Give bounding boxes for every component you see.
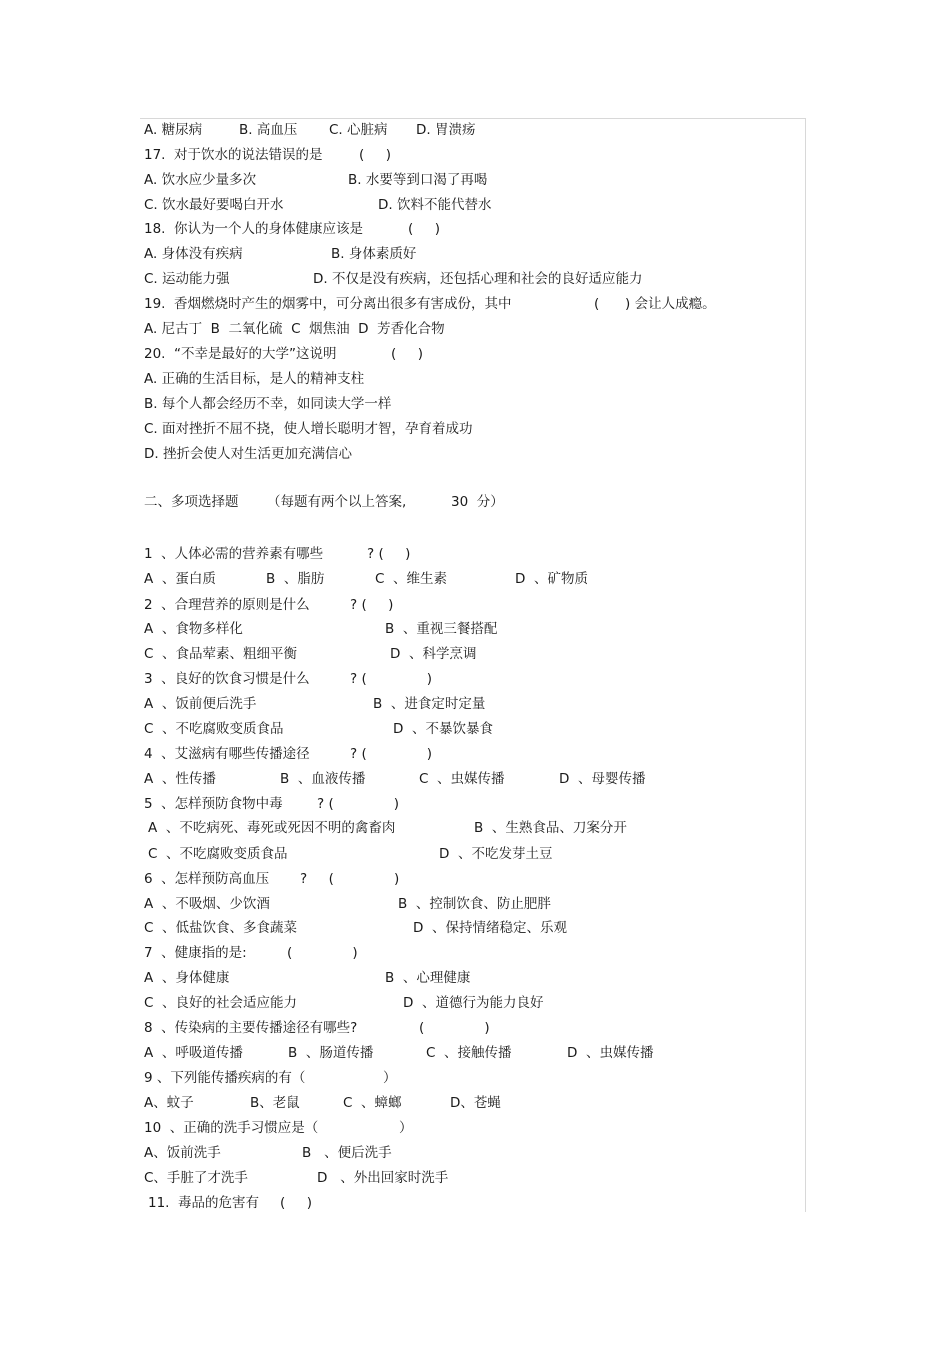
answer-paren: ? ( ) — [367, 546, 411, 562]
m10-option-d: D 、外出回家时洗手 — [317, 1170, 449, 1186]
answer-paren: ） — [399, 1120, 413, 1136]
m8-option-d: D 、虫媒传播 — [567, 1045, 654, 1061]
m2-option-c: C 、食品荤素、粗细平衡 — [144, 646, 298, 662]
m2-option-b: B 、重视三餐搭配 — [385, 621, 498, 637]
m1-option-a: A 、蛋白质 — [144, 571, 216, 587]
m7-option-b: B 、心理健康 — [385, 970, 471, 986]
question-stem: 18. 你认为一个人的身体健康应该是 — [144, 221, 364, 237]
m1-option-c: C 、维生素 — [375, 571, 448, 587]
m2-option-a: A 、食物多样化 — [144, 621, 243, 637]
question-stem: 10 、正确的洗手习惯应是（ — [144, 1120, 319, 1136]
question-stem: 19. 香烟燃烧时产生的烟雾中，可分离出很多有害成份，其中 — [144, 296, 512, 312]
question-stem: 5 、怎样预防食物中毒 — [144, 796, 283, 812]
q18-option-a: A. 身体没有疾病 — [144, 246, 243, 262]
answer-paren: ? ( ) — [350, 671, 433, 687]
q18-option-d: D. 不仅是没有疾病，还包括心理和社会的良好适应能力 — [313, 271, 643, 287]
m7-option-d: D 、道德行为能力良好 — [403, 995, 544, 1011]
m6-option-d: D 、保持情绪稳定、乐观 — [413, 920, 567, 936]
m5-option-c: C 、不吃腐败变质食品 — [148, 846, 288, 862]
answer-paren: ( ) — [359, 147, 391, 163]
m6-option-c: C 、低盐饮食、多食蔬菜 — [144, 920, 298, 936]
m11-stem-line — [144, 1194, 312, 1248]
answer-paren: ? ( ) — [317, 796, 400, 812]
m3-option-c: C 、不吃腐败变质食品 — [144, 721, 284, 737]
q18-option-c: C. 运动能力强 — [144, 271, 230, 287]
q20-option-c: C. 面对挫折不屈不挠，使人增长聪明才智，孕育着成功 — [144, 421, 473, 437]
q20-option-b: B. 每个人都会经历不幸，如同读大学一样 — [144, 396, 392, 412]
question-stem: 1 、人体必需的营养素有哪些 — [144, 546, 324, 562]
q20-option-a: A. 正确的生活目标，是人的精神支柱 — [144, 371, 365, 387]
m4-option-b: B 、血液传播 — [280, 771, 366, 787]
q16-option-c: C. 心脏病 — [329, 122, 388, 138]
m9-option-d: D、苍蝇 — [450, 1095, 501, 1111]
m6-option-b: B 、控制饮食、防止肥胖 — [398, 896, 551, 912]
m7-option-a: A 、身体健康 — [144, 970, 230, 986]
answer-paren: ? ( ) — [300, 871, 400, 887]
m5-option-b: B 、生熟食品、刀案分开 — [474, 820, 627, 836]
m8-option-a: A 、呼吸道传播 — [144, 1045, 243, 1061]
q20-option-d: D. 挫折会使人对生活更加充满信心 — [144, 446, 352, 462]
q16-option-a: A. 糖尿病 — [144, 122, 203, 138]
q18-option-b: B. 身体素质好 — [331, 246, 417, 262]
section-points: 30 分） — [451, 494, 504, 510]
answer-paren: ( ) — [280, 1195, 312, 1211]
m5-option-d: D 、不吃发芽土豆 — [439, 846, 553, 862]
m8-option-c: C 、接触传播 — [426, 1045, 512, 1061]
question-stem: 8 、传染病的主要传播途径有哪些? — [144, 1020, 358, 1036]
question-stem: 11. 毒品的危害有 — [148, 1195, 260, 1211]
q19-option-list: A. 尼古丁 B 二氧化硫 C 烟焦油 D 芳香化合物 — [144, 321, 445, 337]
m3-option-a: A 、饭前便后洗手 — [144, 696, 257, 712]
q17-option-a: A. 饮水应少量多次 — [144, 172, 257, 188]
m10-option-a: A、饭前洗手 — [144, 1145, 221, 1161]
section-title: 二、多项选择题 — [144, 494, 239, 510]
answer-paren: ( ) — [391, 346, 423, 362]
answer-paren: ( ) — [408, 221, 440, 237]
m3-option-b: B 、进食定时定量 — [373, 696, 486, 712]
answer-paren: ( ) — [287, 945, 358, 961]
m3-option-d: D 、不暴饮暴食 — [393, 721, 493, 737]
q17-option-c: C. 饮水最好要喝白开水 — [144, 197, 284, 213]
m10-option-b: B 、便后洗手 — [302, 1145, 392, 1161]
m9-option-b: B、老鼠 — [250, 1095, 300, 1111]
question-stem: 20. “不幸是最好的大学”这说明 — [144, 346, 337, 362]
m7-option-c: C 、良好的社会适应能力 — [144, 995, 298, 1011]
m10-option-c: C、手脏了才洗手 — [144, 1170, 248, 1186]
m8-option-b: B 、肠道传播 — [288, 1045, 374, 1061]
m1-option-b: B 、脂肪 — [266, 571, 325, 587]
question-stem: 7 、健康指的是: — [144, 945, 247, 961]
question-stem: 3 、良好的饮食习惯是什么 — [144, 671, 310, 687]
m4-option-a: A 、性传播 — [144, 771, 216, 787]
q16-option-b: B. 高血压 — [239, 122, 298, 138]
answer-paren: ( ) — [419, 1020, 490, 1036]
m9-option-c: C 、蟑螂 — [343, 1095, 402, 1111]
m9-option-a: A、蚊子 — [144, 1095, 194, 1111]
m5-option-a: A 、不吃病死、毒死或死因不明的禽畜肉 — [148, 820, 396, 836]
answer-paren: ? ( ) — [350, 746, 433, 762]
question-stem: 6 、怎样预防高血压 — [144, 871, 270, 887]
question-stem: 2 、合理营养的原则是什么 — [144, 597, 310, 613]
section-note: （每题有两个以上答案, — [267, 494, 407, 510]
m2-option-d: D 、科学烹调 — [390, 646, 477, 662]
q17-option-d: D. 饮料不能代替水 — [378, 197, 492, 213]
question-stem: 4 、艾滋病有哪些传播途径 — [144, 746, 310, 762]
m4-option-d: D 、母婴传播 — [559, 771, 646, 787]
q16-option-d: D. 胃溃疡 — [416, 122, 476, 138]
question-stem: 17. 对于饮水的说法错误的是 — [144, 147, 323, 163]
answer-paren: ? ( ) — [350, 597, 394, 613]
m1-option-d: D 、矿物质 — [515, 571, 588, 587]
q17-option-b: B. 水要等到口渴了再喝 — [348, 172, 488, 188]
m6-option-a: A 、不吸烟、少饮酒 — [144, 896, 270, 912]
m4-option-c: C 、虫媒传播 — [419, 771, 505, 787]
question-stem: 9 、下列能传播疾病的有（ — [144, 1070, 306, 1086]
answer-paren: ） — [383, 1070, 397, 1086]
answer-paren: ( ) 会让人成瘾。 — [594, 296, 716, 312]
